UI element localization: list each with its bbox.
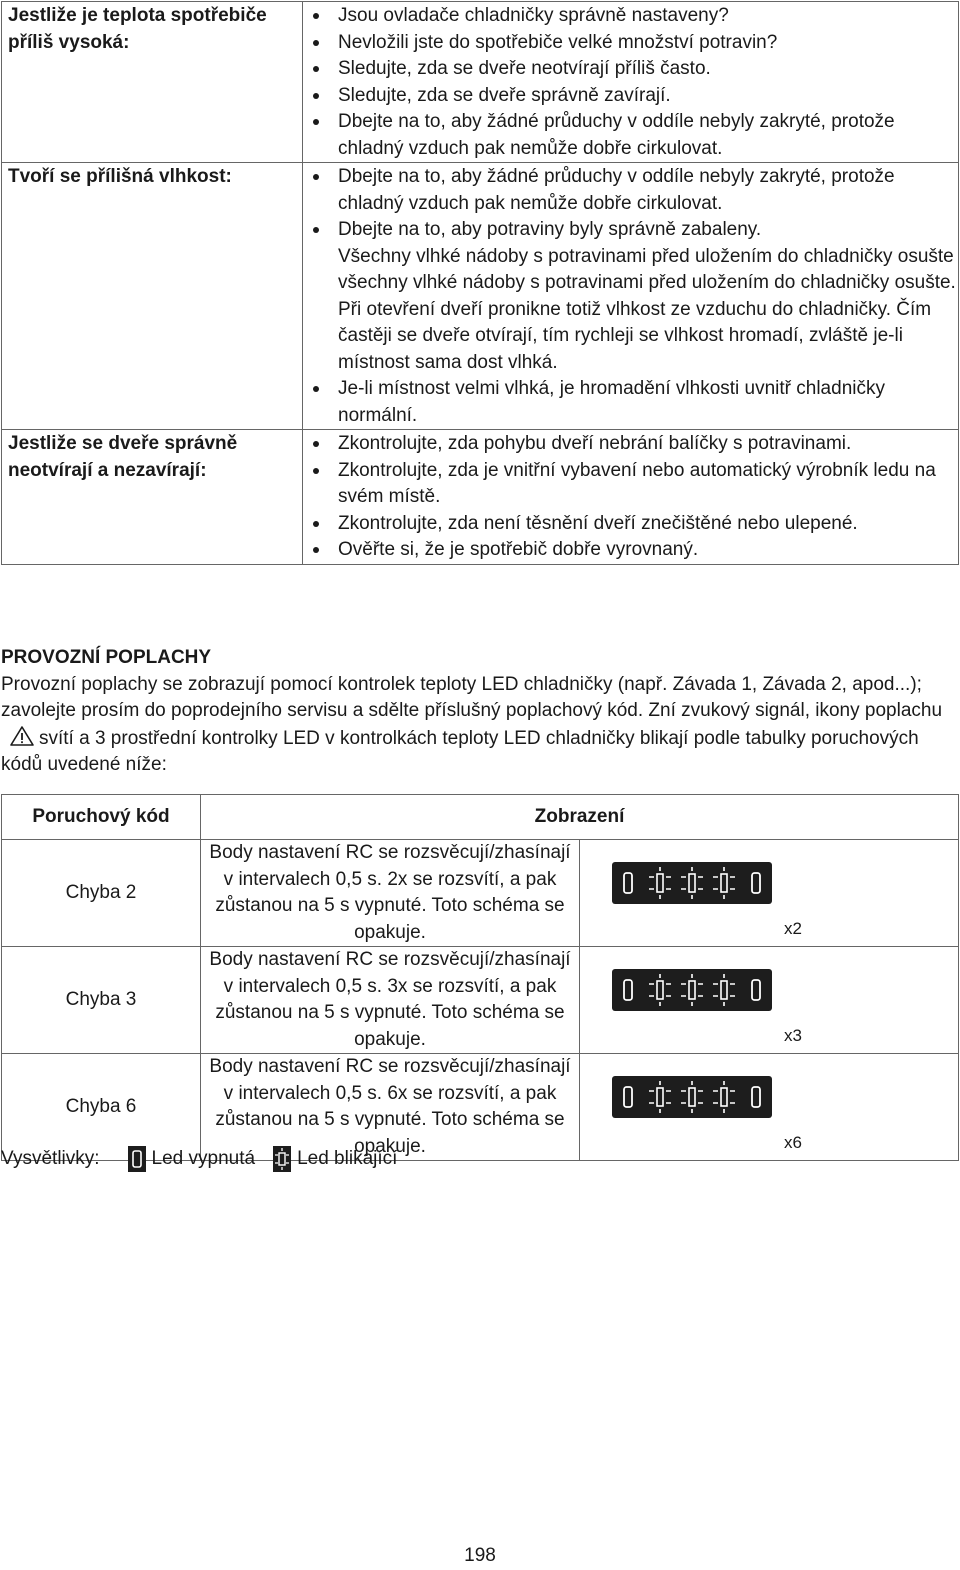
troubleshooting-table xyxy=(1,1,959,565)
fault-code: Chyba 3 xyxy=(2,947,201,1054)
solution-item: Zkontrolujte, zda je vnitřní vybavení nebo automatický výrobník ledu na svém místě. xyxy=(309,458,958,511)
led-blink-icon xyxy=(649,974,671,1006)
fault-code-table xyxy=(1,794,959,1161)
solution-item: Sledujte, zda se dveře správně zavírají. xyxy=(309,83,958,110)
problem-label: Jestliže se dveře správně neotvírají a nezavírají: xyxy=(2,430,303,565)
solution-note: Při otevření dveří pronikne totiž vlhkost ze vzduchu do chladničky. Čím častěji se dveře otvírají, tím rychleji se vlhkost hromadí, zvláště je-li místnost sama dost vlhká. xyxy=(338,298,932,373)
alarm-section xyxy=(1,645,959,779)
led-display-cell xyxy=(580,947,959,1054)
legend xyxy=(1,1146,397,1172)
problem-label: Jestliže je teplota spotřebiče příliš vysoká: xyxy=(2,2,303,163)
fault-row xyxy=(2,1054,959,1161)
warning-triangle-icon xyxy=(9,725,35,747)
led-off-icon xyxy=(624,873,632,893)
led-blink-icon xyxy=(273,1146,291,1172)
solution-list xyxy=(309,3,958,162)
led-display xyxy=(612,1076,772,1118)
solutions-cell xyxy=(303,163,959,430)
legend-led-off-label: Led vypnutá xyxy=(151,1148,256,1169)
troubleshooting-row xyxy=(2,430,959,565)
blink-count: x3 xyxy=(784,1025,802,1045)
fault-description: Body nastavení RC se rozsvěcují/zhasínají v intervalech 0,5 s. 2x se rozsvítí, a pak zůstanou na 5 s vypnuté. Toto schéma se opakuje. xyxy=(201,840,580,947)
led-blink-icon xyxy=(713,1081,735,1113)
fault-code: Chyba 2 xyxy=(2,840,201,947)
led-off-icon xyxy=(752,873,760,893)
led-display-cell xyxy=(580,840,959,947)
alarm-description xyxy=(1,672,959,779)
solutions-cell xyxy=(303,430,959,565)
solution-list xyxy=(309,431,958,564)
fault-description: Body nastavení RC se rozsvěcují/zhasínají v intervalech 0,5 s. 6x se rozsvítí, a pak zůstanou na 5 s vypnuté. Toto schéma se opakuje. xyxy=(201,1054,580,1161)
troubleshooting-row xyxy=(2,2,959,163)
solution-item: Zkontrolujte, zda není těsnění dveří znečištěné nebo ulepené. xyxy=(309,511,958,538)
solution-item: Nevložili jste do spotřebiče velké množství potravin? xyxy=(309,30,958,57)
solution-item: Ověřte si, že je spotřebič dobře vyrovnaný. xyxy=(309,537,958,564)
led-off-icon xyxy=(624,980,632,1000)
solution-list xyxy=(309,164,958,429)
fault-row xyxy=(2,947,959,1054)
solution-item: Zkontrolujte, zda pohybu dveří nebrání balíčky s potravinami. xyxy=(309,431,958,458)
led-blink-icon xyxy=(681,1081,703,1113)
solution-item: Dbejte na to, aby žádné průduchy v oddíle nebyly zakryté, protože chladný vzduch pak nemůže dobře cirkulovat. xyxy=(309,164,958,217)
led-blink-icon xyxy=(649,1081,671,1113)
led-off-icon xyxy=(624,1087,632,1107)
solution-item: Dbejte na to, aby potraviny byly správně zabaleny. xyxy=(309,217,958,244)
solution-item: Jsou ovladače chladničky správně nastaveny? xyxy=(309,3,958,30)
led-off-icon xyxy=(752,980,760,1000)
alarm-text-2: svítí a 3 prostřední kontrolky LED v kontrolkách teploty LED chladničky blikají podle tabulky poruchových kódů uvedené níže: xyxy=(1,727,919,775)
alarm-text-1: Provozní poplachy se zobrazují pomocí kontrolek teploty LED chladničky (např. Závada 1, Závada 2, apod...); zavolejte prosím do poprodejního servisu a sdělte příslušný poplachový kód. Zní zvukový signál, ikony poplachu xyxy=(1,673,943,721)
led-off-icon xyxy=(128,1146,146,1172)
solution-item: Je-li místnost velmi vlhká, je hromadění vlhkosti uvnitř chladničky normální. xyxy=(309,376,958,429)
section-heading: PROVOZNÍ POPLACHY xyxy=(1,647,212,668)
fault-row xyxy=(2,840,959,947)
fault-code: Chyba 6 xyxy=(2,1054,201,1161)
header-display: Zobrazení xyxy=(201,795,959,840)
led-blink-icon xyxy=(681,974,703,1006)
led-display xyxy=(612,862,772,904)
troubleshooting-row xyxy=(2,163,959,430)
led-blink-icon xyxy=(713,867,735,899)
solution-item: Dbejte na to, aby žádné průduchy v oddíle nebyly zakryté, protože chladný vzduch pak nemůže dobře cirkulovat. xyxy=(309,109,958,162)
legend-led-blink-label: Led blikající xyxy=(297,1148,398,1169)
problem-label: Tvoří se přílišná vlhkost: xyxy=(2,163,303,430)
blink-count: x6 xyxy=(784,1132,802,1152)
fault-description: Body nastavení RC se rozsvěcují/zhasínají v intervalech 0,5 s. 3x se rozsvítí, a pak zůstanou na 5 s vypnuté. Toto schéma se opakuje. xyxy=(201,947,580,1054)
led-display xyxy=(612,969,772,1011)
solution-item: Sledujte, zda se dveře neotvírají příliš často. xyxy=(309,56,958,83)
led-blink-icon xyxy=(649,867,671,899)
solution-note: Všechny vlhké nádoby s potravinami před uložením do chladničky osušte všechny vlhké nádoby s potravinami před uložením do chladničky osušte. xyxy=(338,245,956,293)
led-off-icon xyxy=(752,1087,760,1107)
header-fault-code: Poruchový kód xyxy=(2,795,201,840)
solutions-cell xyxy=(303,2,959,163)
led-blink-icon xyxy=(713,974,735,1006)
page-number: 198 xyxy=(464,1545,496,1566)
blink-count: x2 xyxy=(784,918,802,938)
legend-label: Vysvětlivky: xyxy=(1,1148,100,1169)
led-display-cell xyxy=(580,1054,959,1161)
led-blink-icon xyxy=(681,867,703,899)
